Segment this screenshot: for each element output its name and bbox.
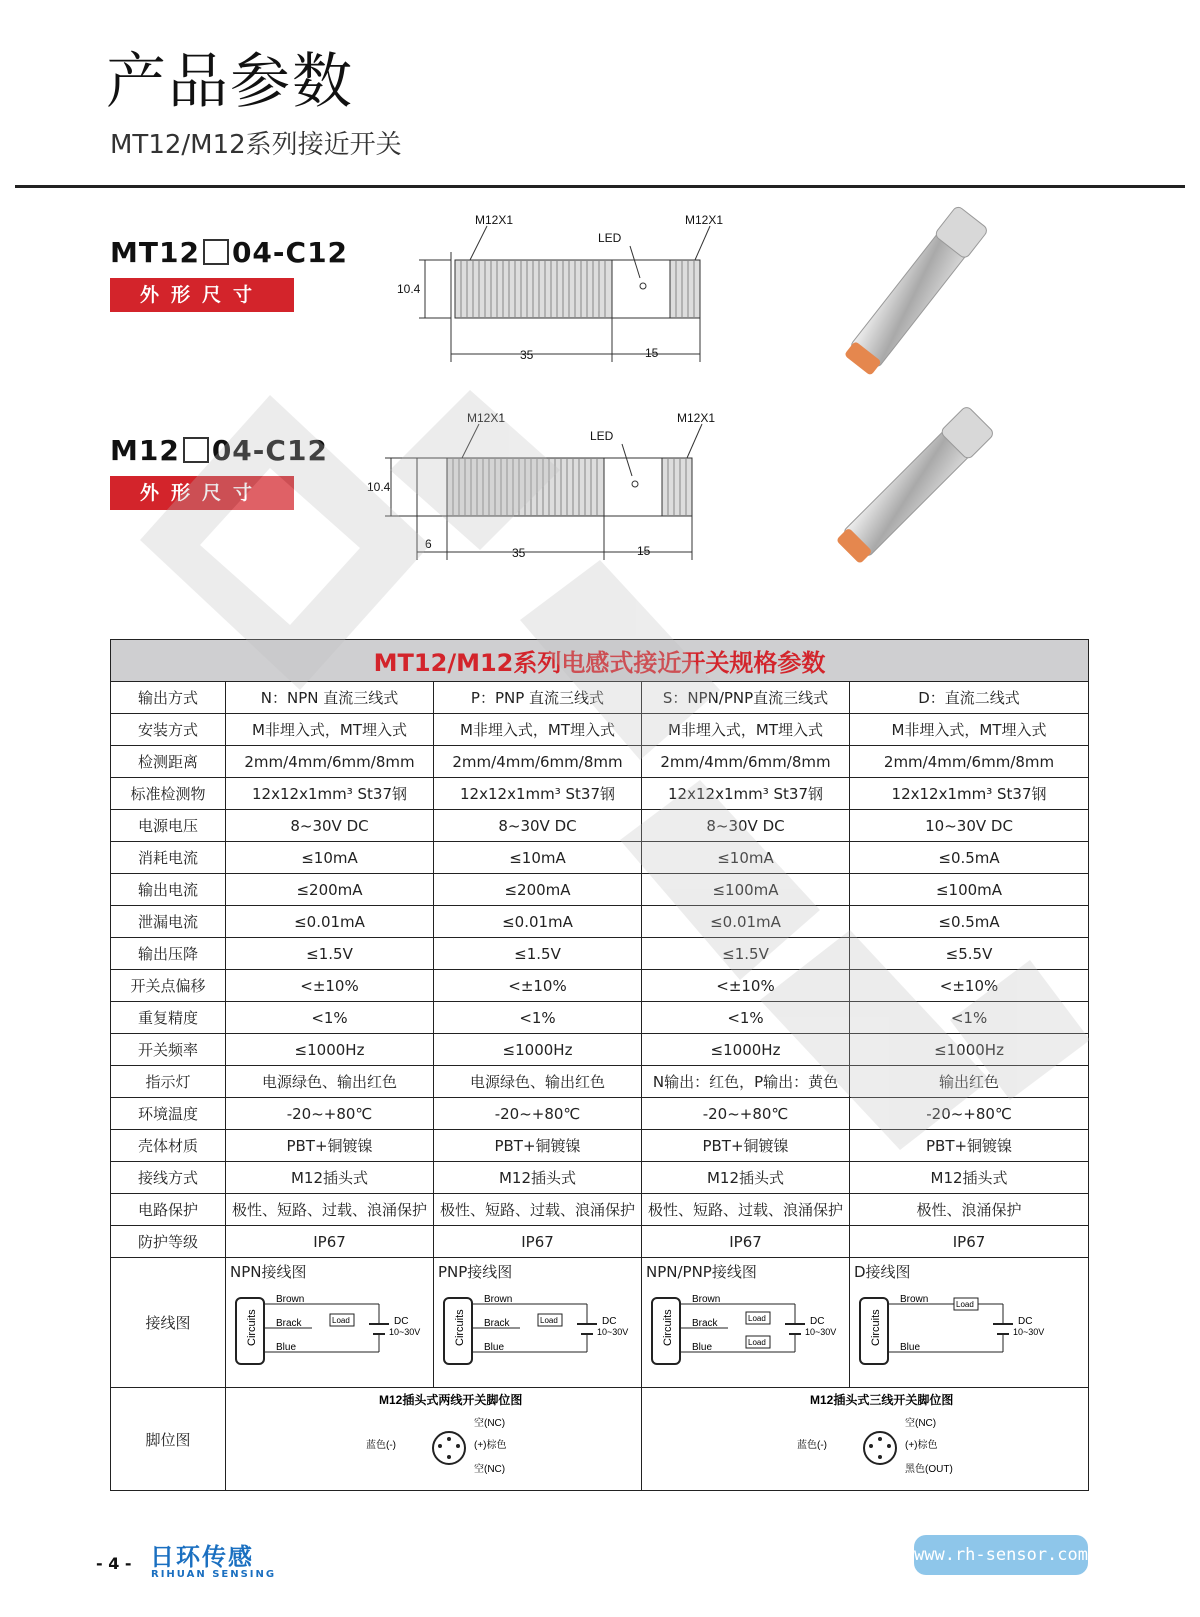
thread-label-left: M12X1 (475, 213, 514, 227)
dim-end-label: 15 (637, 544, 651, 558)
table-cell: PBT+铜镀镍 (434, 1130, 642, 1162)
model-placeholder-box (183, 437, 209, 463)
table-cell: N：NPN 直流三线式 (226, 682, 434, 714)
table-row (111, 1162, 1089, 1194)
wire-label: Brown (900, 1294, 929, 1305)
row-label: 输出压降 (111, 938, 226, 970)
wiring-title: D接线图 (854, 1263, 911, 1281)
table-cell: <±10% (226, 970, 434, 1002)
wiring-cell (434, 1258, 642, 1388)
table-cell: D：直流二线式 (850, 682, 1089, 714)
table-cell: ≤1000Hz (642, 1034, 850, 1066)
wire-label: Brack (484, 1318, 510, 1329)
table-cell: PBT+铜镀镍 (642, 1130, 850, 1162)
table-cell: ≤10mA (434, 842, 642, 874)
table-cell: -20~+80℃ (434, 1098, 642, 1130)
model-prefix: MT12 (110, 236, 200, 269)
row-label: 检测距离 (111, 746, 226, 778)
spec-table (110, 639, 1089, 1491)
table-cell: 2mm/4mm/6mm/8mm (642, 746, 850, 778)
table-row (111, 970, 1089, 1002)
pin-label: (+)棕色 (474, 1440, 507, 1451)
voltage-label: 10~30V (597, 1327, 629, 1337)
table-cell: M非埋入式，MT埋入式 (642, 714, 850, 746)
spec-rows (111, 682, 1089, 1491)
table-cell: S：NPN/PNP直流三线式 (642, 682, 850, 714)
load-label: Load (956, 1300, 974, 1309)
circuits-label: Circuits (246, 1309, 258, 1346)
model-suffix: 04-C12 (211, 434, 328, 467)
brand-name-en: RIHUAN SENSING (151, 1569, 277, 1580)
wiring-diagram (858, 1284, 1058, 1384)
load-label: Load (748, 1314, 766, 1323)
row-label: 消耗电流 (111, 842, 226, 874)
row-label: 安装方式 (111, 714, 226, 746)
header-divider (15, 185, 1185, 188)
dim-end-label: 15 (645, 346, 659, 360)
dimension-drawing-m12 (365, 410, 715, 575)
pin-label: 蓝色(-) (797, 1440, 828, 1451)
table-title-row (111, 640, 1089, 682)
wiring-cell (642, 1258, 850, 1388)
table-cell: <1% (226, 1002, 434, 1034)
table-cell: ≤0.01mA (434, 906, 642, 938)
circuits-label: Circuits (662, 1309, 674, 1346)
row-label: 输出方式 (111, 682, 226, 714)
table-row (111, 1194, 1089, 1226)
wire-label: Brack (276, 1318, 302, 1329)
thread-label-right: M12X1 (677, 411, 716, 425)
table-cell: 12x12x1mm³ St37钢 (434, 778, 642, 810)
pin-label: 空(NC) (474, 1418, 506, 1429)
table-row (111, 874, 1089, 906)
table-cell: M12插头式 (642, 1162, 850, 1194)
wiring-title: NPN/PNP接线图 (646, 1263, 757, 1281)
table-cell: 输出红色 (850, 1066, 1089, 1098)
table-row (111, 1002, 1089, 1034)
table-cell: 电源绿色、输出红色 (434, 1066, 642, 1098)
page-number: - 4 - (96, 1554, 132, 1573)
table-cell: IP67 (226, 1226, 434, 1258)
dc-label: DC (810, 1316, 825, 1327)
table-row (111, 1098, 1089, 1130)
table-cell: 10~30V DC (850, 810, 1089, 842)
wire-label: Blue (276, 1342, 297, 1353)
row-label: 接线图 (111, 1258, 226, 1388)
led-label: LED (590, 429, 614, 443)
dimension-drawing-mt12 (395, 212, 724, 377)
wiring-row (111, 1258, 1089, 1388)
pin-label: 黑色(OUT) (905, 1464, 953, 1475)
table-cell: ≤0.01mA (226, 906, 434, 938)
table-cell: ≤1.5V (226, 938, 434, 970)
wiring-title: PNP接线图 (438, 1263, 513, 1281)
table-title: MT12/M12系列电感式接近开关规格参数 (111, 640, 1089, 682)
table-row (111, 1226, 1089, 1258)
product-photo-m12 (820, 395, 1010, 575)
row-label: 电路保护 (111, 1194, 226, 1226)
wire-label: Brown (276, 1294, 305, 1305)
wire-label: Blue (484, 1342, 505, 1353)
table-row (111, 842, 1089, 874)
table-row (111, 714, 1089, 746)
table-cell: ≤100mA (642, 874, 850, 906)
wire-label: Brown (484, 1294, 513, 1305)
table-cell: N输出：红色，P输出：黄色 (642, 1066, 850, 1098)
table-cell: P：PNP 直流三线式 (434, 682, 642, 714)
pin-cell (642, 1388, 1089, 1491)
table-cell: 极性、短路、过载、浪涌保护 (226, 1194, 434, 1226)
table-cell: <1% (642, 1002, 850, 1034)
table-cell: 12x12x1mm³ St37钢 (850, 778, 1089, 810)
table-cell: IP67 (642, 1226, 850, 1258)
table-cell: ≤10mA (642, 842, 850, 874)
row-label: 泄漏电流 (111, 906, 226, 938)
table-cell: ≤0.5mA (850, 906, 1089, 938)
pin-title: M12插头式三线开关脚位图 (810, 1393, 954, 1407)
wiring-diagram (234, 1284, 434, 1384)
row-label: 开关频率 (111, 1034, 226, 1066)
row-label: 开关点偏移 (111, 970, 226, 1002)
wire-label: Blue (692, 1342, 713, 1353)
table-cell: ≤200mA (434, 874, 642, 906)
row-label: 指示灯 (111, 1066, 226, 1098)
table-cell: 8~30V DC (226, 810, 434, 842)
table-cell: IP67 (434, 1226, 642, 1258)
wiring-diagram (650, 1284, 850, 1384)
model-name-mt12 (110, 236, 348, 269)
table-cell: PBT+铜镀镍 (226, 1130, 434, 1162)
table-row (111, 1130, 1089, 1162)
dimension-tag: 外形尺寸 (110, 278, 294, 312)
table-cell: ≤0.01mA (642, 906, 850, 938)
table-cell: -20~+80℃ (642, 1098, 850, 1130)
pin-label: 蓝色(-) (366, 1440, 396, 1451)
table-cell: ≤1.5V (434, 938, 642, 970)
table-row (111, 682, 1089, 714)
table-cell: ≤1000Hz (434, 1034, 642, 1066)
diameter-label: 10.4 (397, 282, 421, 296)
table-row (111, 1034, 1089, 1066)
table-cell: ≤1.5V (642, 938, 850, 970)
table-cell: 极性、短路、过载、浪涌保护 (434, 1194, 642, 1226)
page-subtitle: MT12/M12系列接近开关 (110, 130, 402, 160)
table-row (111, 810, 1089, 842)
dc-label: DC (1018, 1316, 1033, 1327)
product-photo-mt12 (820, 205, 1010, 375)
website-url[interactable]: www.rh-sensor.com (914, 1535, 1088, 1575)
table-cell: M12插头式 (850, 1162, 1089, 1194)
model-suffix: 04-C12 (231, 236, 349, 269)
table-cell: M12插头式 (226, 1162, 434, 1194)
row-label: 接线方式 (111, 1162, 226, 1194)
table-cell: 12x12x1mm³ St37钢 (642, 778, 850, 810)
table-cell: ≤10mA (226, 842, 434, 874)
table-cell: 极性、浪涌保护 (850, 1194, 1089, 1226)
thread-label-right: M12X1 (685, 213, 724, 227)
load-label: Load (540, 1316, 558, 1325)
table-cell: <±10% (434, 970, 642, 1002)
table-cell: 电源绿色、输出红色 (226, 1066, 434, 1098)
voltage-label: 10~30V (1013, 1327, 1045, 1337)
table-cell: ≤0.5mA (850, 842, 1089, 874)
table-cell: ≤1000Hz (226, 1034, 434, 1066)
table-row (111, 746, 1089, 778)
table-cell: M非埋入式，MT埋入式 (226, 714, 434, 746)
model-prefix: M12 (110, 434, 180, 467)
model-name-m12 (110, 434, 328, 467)
table-cell: 12x12x1mm³ St37钢 (226, 778, 434, 810)
table-row (111, 938, 1089, 970)
table-cell: IP67 (850, 1226, 1089, 1258)
load-label: Load (332, 1316, 350, 1325)
dc-label: DC (394, 1316, 409, 1327)
pin-label: (+)棕色 (905, 1440, 938, 1451)
table-cell: <1% (434, 1002, 642, 1034)
dimension-tag: 外形尺寸 (110, 476, 294, 510)
table-cell: M12插头式 (434, 1162, 642, 1194)
circuits-label: Circuits (454, 1309, 466, 1346)
table-cell: ≤1000Hz (850, 1034, 1089, 1066)
led-label: LED (598, 231, 622, 245)
pin-label: 空(NC) (474, 1464, 506, 1475)
diameter-label: 10.4 (367, 480, 391, 494)
dim-thread-label: 35 (520, 348, 534, 362)
model-placeholder-box (203, 239, 229, 265)
wire-label: Brack (692, 1318, 718, 1329)
table-cell: -20~+80℃ (226, 1098, 434, 1130)
table-cell: 2mm/4mm/6mm/8mm (226, 746, 434, 778)
table-cell: ≤100mA (850, 874, 1089, 906)
table-row (111, 1066, 1089, 1098)
page-title: 产品参数 (106, 47, 354, 117)
wiring-diagram (442, 1284, 642, 1384)
voltage-label: 10~30V (805, 1327, 837, 1337)
dc-label: DC (602, 1316, 617, 1327)
table-cell: 8~30V DC (642, 810, 850, 842)
wiring-cell (850, 1258, 1089, 1388)
table-cell: M非埋入式，MT埋入式 (850, 714, 1089, 746)
voltage-label: 10~30V (389, 1327, 421, 1337)
table-cell: <1% (850, 1002, 1089, 1034)
thread-label-left: M12X1 (467, 411, 506, 425)
table-row (111, 778, 1089, 810)
table-cell: ≤200mA (226, 874, 434, 906)
dim-thread-label: 35 (512, 546, 526, 560)
table-cell: M非埋入式，MT埋入式 (434, 714, 642, 746)
wiring-title: NPN接线图 (230, 1263, 307, 1281)
table-cell: 2mm/4mm/6mm/8mm (850, 746, 1089, 778)
pin-cell (226, 1388, 642, 1491)
table-cell: 极性、短路、过载、浪涌保护 (642, 1194, 850, 1226)
row-label: 重复精度 (111, 1002, 226, 1034)
table-row (111, 906, 1089, 938)
brand-name: 日环传感 (150, 1543, 254, 1571)
load-label: Load (748, 1338, 766, 1347)
table-cell: PBT+铜镀镍 (850, 1130, 1089, 1162)
row-label: 环境温度 (111, 1098, 226, 1130)
pin-diagram (226, 1388, 642, 1486)
row-label: 电源电压 (111, 810, 226, 842)
wire-label: Blue (900, 1342, 921, 1353)
table-cell: 2mm/4mm/6mm/8mm (434, 746, 642, 778)
row-label: 防护等级 (111, 1226, 226, 1258)
table-cell: ≤5.5V (850, 938, 1089, 970)
table-cell: <±10% (642, 970, 850, 1002)
pin-label: 空(NC) (905, 1418, 937, 1429)
row-label: 壳体材质 (111, 1130, 226, 1162)
wire-label: Brown (692, 1294, 721, 1305)
pin-title: M12插头式两线开关脚位图 (379, 1393, 523, 1407)
table-cell: <±10% (850, 970, 1089, 1002)
pin-diagram (657, 1388, 1073, 1486)
dim-face-label: 6 (425, 537, 432, 551)
pin-row (111, 1388, 1089, 1491)
wiring-cell (226, 1258, 434, 1388)
circuits-label: Circuits (870, 1309, 882, 1346)
row-label: 标准检测物 (111, 778, 226, 810)
table-cell: -20~+80℃ (850, 1098, 1089, 1130)
row-label: 脚位图 (111, 1388, 226, 1491)
table-cell: 8~30V DC (434, 810, 642, 842)
row-label: 输出电流 (111, 874, 226, 906)
